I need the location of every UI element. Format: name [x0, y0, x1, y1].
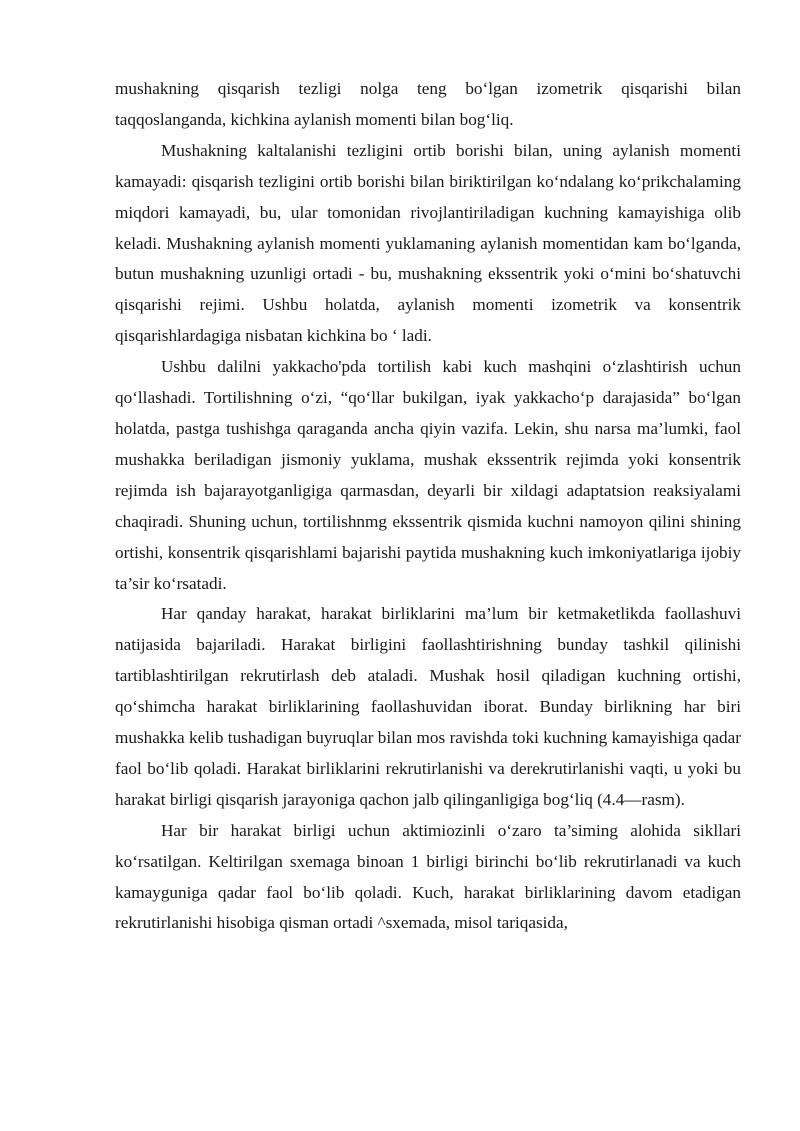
paragraph: Ushbu dalilni yakkacho'pda tortilish kabi kuch mashqini o‘zlashtirish uchun qo‘llashadi. Tortilishning o‘zi, “qo‘llar bukilgan, iyak yakkacho‘p darajasida” bo‘lgan holatda, pastga tushishga qaraganda ancha qiyin vazifa. Lekin, shu narsa ma’lumki, faol mushakka beriladigan jismoniy yuklama, mushak ekssentrik rejimda yoki konsentrik rejimda ish bajarayotganligiga qarmasdan, deyarli bir xildagi adaptatsion reaksiyalami chaqiradi. Shuning uchun, tortilishnmg ekssentrik qismida kuchni namoyon qilini shining ortishi, konsentrik qisqarishlami bajarishi paytida mushakning kuch imkoniyatlariga ijobiy ta’sir ko‘rsatadi. — [115, 357, 741, 593]
document-body — [115, 74, 741, 939]
paragraph-continuation: mushakning qisqarish tezligi nolga teng bo‘lgan izometrik qisqarishi bilan taqqoslanganda, kichkina aylanish momenti bilan bog‘liq. — [115, 79, 741, 129]
paragraph: Har qanday harakat, harakat birliklarini ma’lum bir ketmaketlikda faollashuvi natijasida bajariladi. Harakat birligini faollashtirishning bunday tashkil qilinishi tartiblashtirilgan rekrutirlash deb ataladi. Mushak hosil qiladigan kuchning ortishi, qo‘shimcha harakat birliklarining faollashuvidan iborat. Bunday birlikning har biri mushakka kelib tushadigan buyruqlar bilan mos ravishda toki kuchning kamayishiga qadar faol bo‘lib qoladi. Harakat birliklarini rekrutirlanishi va derekrutirlanishi vaqti, u yoki bu harakat birligi qisqarish jarayoniga qachon jalb qilinganligiga bog‘liq (4.4—rasm). — [115, 604, 741, 809]
paragraph: Har bir harakat birligi uchun aktimiozinli o‘zaro ta’siming alohida sikllari ko‘rsatilgan. Keltirilgan sxemaga binoan 1 birligi birinchi bo‘lib rekrutirlanadi va kuch kamayguniga qadar faol bo‘lib qoladi. Kuch, harakat birliklarining davom etadigan rekrutirlanishi hisobiga qisman ortadi ^sxemada, misol tariqasida, — [115, 820, 741, 933]
paragraph: Mushakning kaltalanishi tezligini ortib borishi bilan, uning aylanish momenti kamayadi: qisqarish tezligini ortib borishi bilan biriktirilgan ko‘ndalang ko‘prikchalaming miqdori kamayadi, bu, ular tomonidan rivojlantiriladigan kuchning kamayishiga olib keladi. Mushakning aylanish momenti yuklamaning aylanish momentidan kam bo‘lganda, butun mushakning uzunligi ortadi - bu, mushakning ekssentrik yoki o‘mini bo‘shatuvchi qisqarishi rejimi. Ushbu holatda, aylanish momenti izometrik va konsentrik qisqarishlardagiga nisbatan kichkina bo ‘ ladi. — [115, 140, 741, 346]
